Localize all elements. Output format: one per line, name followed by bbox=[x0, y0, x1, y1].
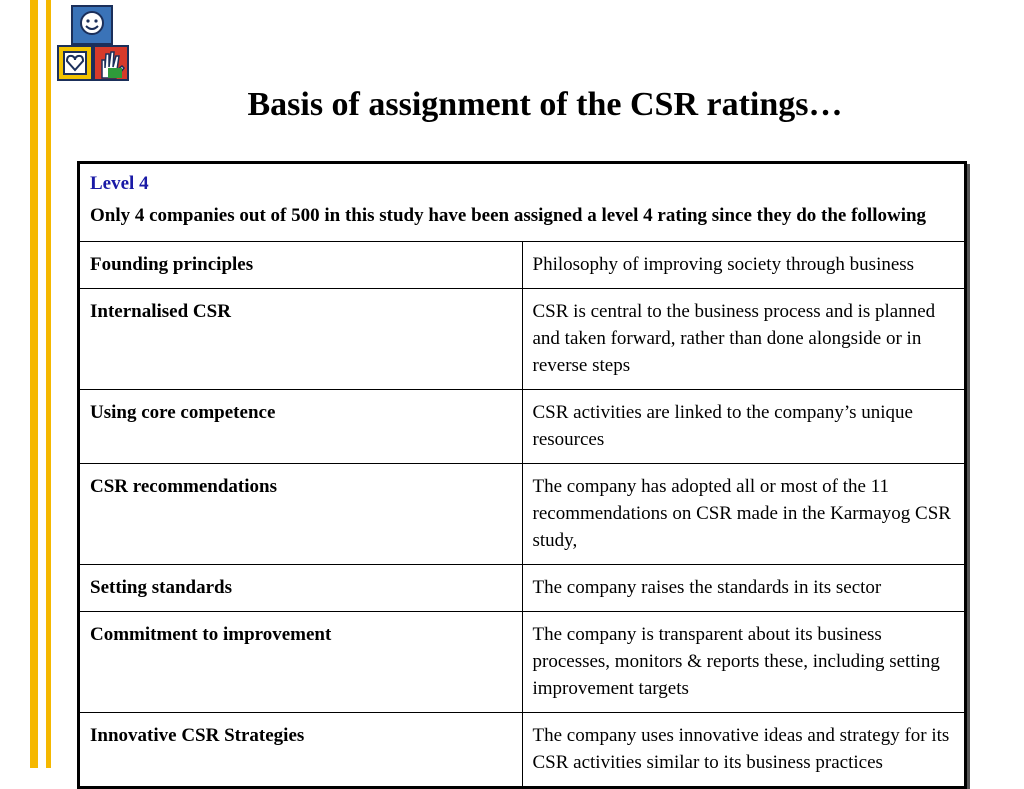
level-intro-text: Only 4 companies out of 500 in this study have been assigned a level 4 rating since they do the following bbox=[90, 205, 927, 226]
level-label: Level 4 bbox=[90, 173, 149, 194]
csr-ratings-table bbox=[77, 161, 967, 789]
table-row bbox=[80, 464, 965, 565]
table-header-row bbox=[80, 164, 965, 242]
criterion-label: Internalised CSR bbox=[80, 289, 523, 390]
karmayog-logo-icon bbox=[56, 4, 132, 84]
criterion-label: Setting standards bbox=[80, 565, 523, 612]
criterion-description: Philosophy of improving society through business bbox=[522, 242, 965, 289]
criterion-label: CSR recommendations bbox=[80, 464, 523, 565]
criterion-label: Using core competence bbox=[80, 390, 523, 464]
page-title: Basis of assignment of the CSR ratings… bbox=[247, 86, 843, 123]
table-header-cell bbox=[80, 164, 965, 242]
criterion-description: The company uses innovative ideas and strategy for its CSR activities similar to its business practices bbox=[522, 713, 965, 787]
criterion-description: CSR activities are linked to the company’s unique resources bbox=[522, 390, 965, 464]
table-row bbox=[80, 390, 965, 464]
criterion-description: The company has adopted all or most of the 11 recommendations on CSR made in the Karmayog CSR study, bbox=[522, 464, 965, 565]
table-row bbox=[80, 289, 965, 390]
table-row bbox=[80, 242, 965, 289]
criterion-label: Commitment to improvement bbox=[80, 612, 523, 713]
table-row bbox=[80, 612, 965, 713]
criterion-description: The company raises the standards in its sector bbox=[522, 565, 965, 612]
table-row bbox=[80, 565, 965, 612]
criterion-label: Innovative CSR Strategies bbox=[80, 713, 523, 787]
table-row bbox=[80, 713, 965, 787]
criterion-description: The company is transparent about its business processes, monitors & reports these, including setting improvement targets bbox=[522, 612, 965, 713]
criterion-description: CSR is central to the business process and is planned and taken forward, rather than done alongside or in reverse steps bbox=[522, 289, 965, 390]
criterion-label: Founding principles bbox=[80, 242, 523, 289]
